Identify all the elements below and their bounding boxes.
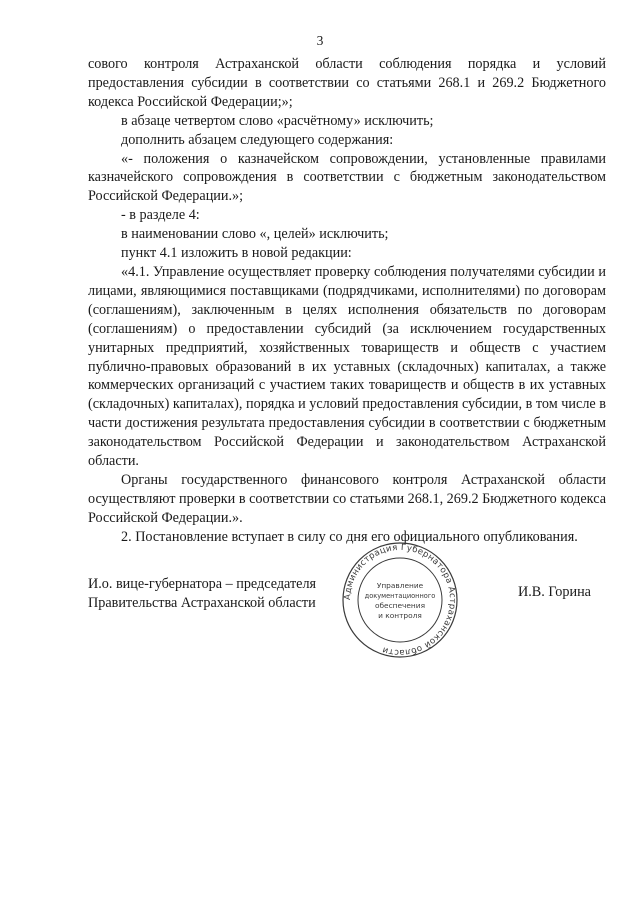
stamp-outer-text: Администрация Губернатора Астраханской области <box>342 542 458 658</box>
paragraph: «- положения о казначейском сопровождении, установленные правилами казначейского сопровождения в соответствии с бюджетным законодательством Российской Федерации.»; <box>88 150 606 205</box>
paragraph: сового контроля Астраханской области соблюдения порядка и условий предоставления субсидии в соответствии со статьями 268.1 и 269.2 Бюджетного кодекса Российской Федерации;»; <box>88 56 606 110</box>
stamp-inner-line: обеспечения <box>374 601 426 610</box>
stamp-inner-line: и контроля <box>378 611 422 620</box>
paragraph: 2. Постановление вступает в силу со дня его официального опубликования. <box>121 528 578 545</box>
paragraph: дополнить абзацем следующего содержания: <box>121 131 394 148</box>
paragraph: пункт 4.1 изложить в новой редакции: <box>121 245 352 262</box>
paragraph: в наименовании слово «, целей» исключить; <box>121 226 389 243</box>
document-body <box>88 55 606 547</box>
stamp-inner-line: Управление <box>376 581 424 590</box>
paragraph: в абзаце четвертом слово «расчётному» исключить; <box>121 112 434 129</box>
paragraph: «4.1. Управление осуществляет проверку соблюдения получателями субсидии и лицами, являющимися поставщиками (подрядчиками, исполнителями) по договорам (соглашениям), заключенным в целях исполнения обязательств по договорам (соглашениям) о предоставлении субсидий (за исключением государственных унитарных предприятий, хозяйственных товариществ и обществ с участием публично-правовых образований в их уставных (складочных) капиталах, а также коммерческих организаций с участием таких товариществ и обществ в их уставных (складочных) капиталах), порядка и условий предоставления субсидии, в том числе в части достижения результата предоставления субсидии в соответствии с бюджетным законодательством Российской Федерации и законодательством Астраханской области. <box>88 263 606 470</box>
page-number: 3 <box>316 33 324 48</box>
signatory-position-line: Правительства Астраханской области <box>88 594 316 611</box>
signatory-name: И.В. Горина <box>518 584 591 600</box>
paragraph: Органы государственного финансового контроля Астраханской области осуществляют проверки в соответствии со статьями 268.1, 269.2 Бюджетного кодекса Российской Федерации.». <box>88 471 606 526</box>
signatory-position-line: И.о. вице-губернатора – председателя <box>88 576 317 592</box>
stamp-inner-line: документационного <box>364 592 436 600</box>
official-stamp <box>340 540 460 660</box>
signatory-position <box>88 575 348 613</box>
paragraph: - в разделе 4: <box>121 207 200 224</box>
